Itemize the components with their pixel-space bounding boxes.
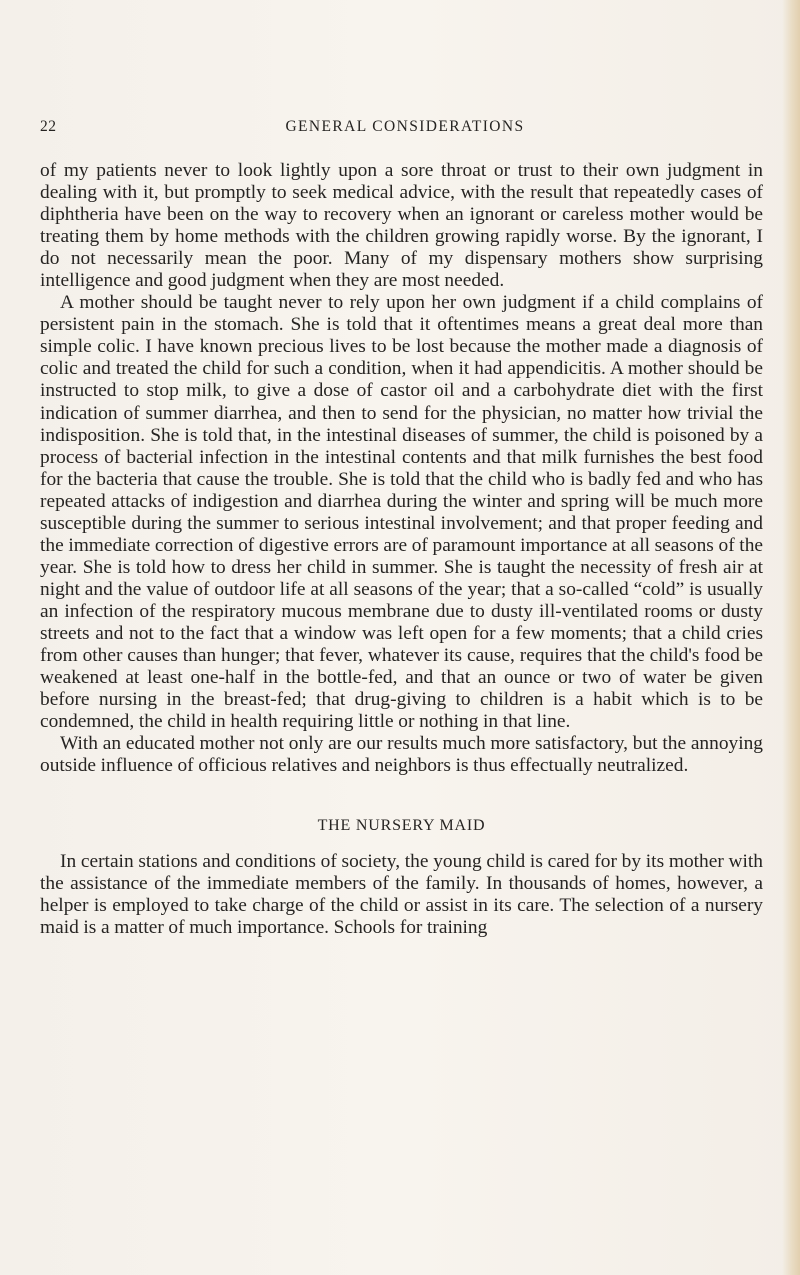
paragraph-continued: of my patients never to look lightly upon a sore throat or trust to their own judgment in dealing with it, but promptly to seek medical advice, with the result that repeatedly cases of diphtheria have been on the way to recovery when an ignorant or careless mother would be treating them by home methods with the children growing rapidly worse. By the ignorant, I do not necessarily mean the poor. Many of my dispensary mothers show surprising intelligence and good judgment when they are most needed. <box>40 160 763 292</box>
page-header <box>40 118 740 140</box>
paragraph-educated-mother: With an educated mother not only are our results much more satisfactory, but the annoying outside influence of officious relatives and neighbors is thus effectually neutralized. <box>40 733 763 777</box>
page-edge-shading <box>782 0 800 1275</box>
paragraph-nursery-maid: In certain stations and conditions of society, the young child is cared for by its mother with the assistance of the immediate members of the family. In thousands of homes, however, a helper is employed to take charge of the child or assist in its care. The selection of a nursery maid is a matter of much importance. Schools for training <box>40 851 763 939</box>
page-number: 22 <box>40 118 57 135</box>
running-head: GENERAL CONSIDERATIONS <box>285 118 525 135</box>
body-text <box>40 160 763 940</box>
paragraph-mother-judgment: A mother should be taught never to rely upon her own judgment if a child complains of persistent pain in the stomach. She is told that it oftentimes means a great deal more than simple colic. I have known precious lives to be lost because the mother made a diagnosis of colic and treated the child for such a condition, when it had appendicitis. A mother should be instructed to stop milk, to give a dose of castor oil and a carbohydrate diet with the first indication of summer diarrhea, and then to send for the physician, no matter how trivial the indisposition. She is told that, in the intestinal diseases of summer, the child is poisoned by a process of bacterial infection in the intestinal contents and that milk furnishes the best food for the bacteria that cause the trouble. She is told that the child who is badly fed and who has repeated attacks of indigestion and diarrhea during the winter and spring will be much more susceptible during the summer to serious intestinal involvement; and that proper feeding and the immediate correction of digestive errors are of paramount importance at all seasons of the year. She is told how to dress her child in summer. She is taught the necessity of fresh air at night and the value of outdoor life at all seasons of the year; that a so-called “cold” is usually an infection of the respiratory mucous membrane due to dusty ill-ventilated rooms or dusty streets and not to the fact that a window was left open for a few moments; that a child cries from other causes than hunger; that fever, whatever its cause, requires that the child's food be weakened at least one-half in the bottle-fed, and that an ounce or two of water be given before nursing in the breast-fed; that drug-giving to children is a habit which is to be condemned, the child in health requiring little or nothing in that line. <box>40 292 763 733</box>
section-heading: THE NURSERY MAID <box>317 817 486 835</box>
